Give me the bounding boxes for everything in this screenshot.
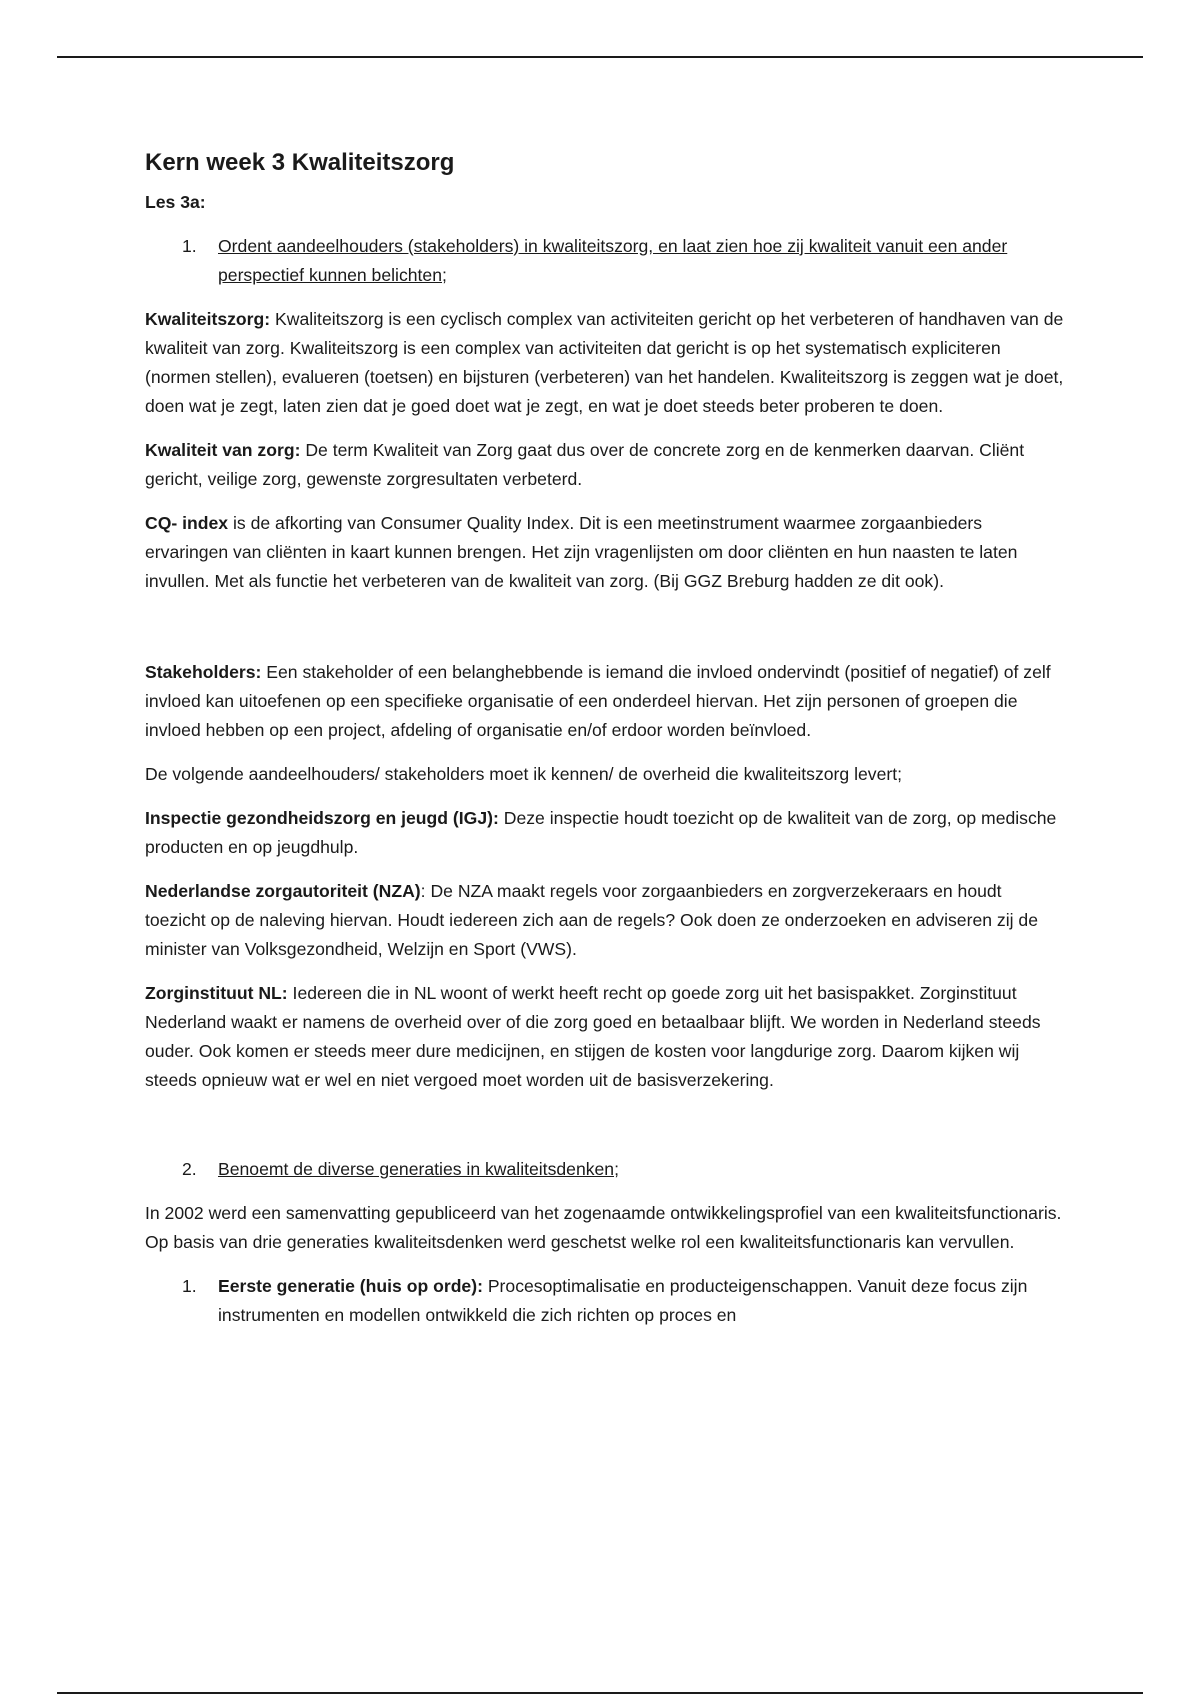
lesson-label: Les 3a: xyxy=(145,192,206,212)
generation-text: Procesoptimalisatie en producteigenschappen. Vanuit deze focus zijn instrumenten en modellen ontwikkeld die zich richten op proces en xyxy=(218,1276,1028,1325)
definition-term: Stakeholders: xyxy=(145,662,262,682)
definition-term: Kwaliteit van zorg: xyxy=(145,440,301,460)
learning-goal-1-number: 1. xyxy=(182,236,197,256)
stakeholder-nza xyxy=(145,877,1065,964)
definition-text: De term Kwaliteit van Zorg gaat dus over de concrete zorg en de kenmerken daarvan. Cliënt gericht, veilige zorg, gewenste zorgresultaten verbeterd. xyxy=(145,440,1025,489)
learning-goal-1 xyxy=(145,232,1065,290)
stakeholder-text: Deze inspectie houdt toezicht op de kwaliteit van de zorg, op medische producten en op jeugdhulp. xyxy=(145,808,1057,857)
definition-term: CQ- index xyxy=(145,513,229,533)
stakeholder-term: Zorginstituut NL: xyxy=(145,983,288,1003)
stakeholder-text: : De NZA maakt regels voor zorgaanbieders en zorgverzekeraars en houdt toezicht op de naleving hiervan. Houdt iedereen zich aan de regels? Ook doen ze onderzoeken en adviseren zij de minister van Volksgezondheid, Welzijn en Sport (VWS). xyxy=(145,881,1038,959)
definition-text: is de afkorting van Consumer Quality Index. Dit is een meetinstrument waarmee zorgaanbieders ervaringen van cliënten in kaart kunnen brengen. Het zijn vragenlijsten om door cliënten en hun naasten te laten invullen. Met als functie het verbeteren van de kwaliteit van zorg. (Bij GGZ Breburg hadden ze dit ook). xyxy=(145,513,1018,591)
generations-intro: In 2002 werd een samenvatting gepubliceerd van het zogenaamde ontwikkelingsprofiel van een kwaliteitsfunctionaris. Op basis van drie generaties kwaliteitsdenken werd geschetst welke rol een kwaliteitsfunctionaris kan vervullen. xyxy=(145,1203,1062,1252)
definition-text: Een stakeholder of een belanghebbende is iemand die invloed ondervindt (positief of negatief) of zelf invloed kan uitoefenen op een specifieke organisatie of een onderdeel hiervan. Het zijn personen of groepen die invloed hebben op een project, afdeling of organisatie en/of erdoor worden beïnvloed. xyxy=(145,662,1051,740)
learning-goal-1-text: Ordent aandeelhouders (stakeholders) in kwaliteitszorg, en laat zien hoe zij kwaliteit vanuit een ander perspectief kunnen belichten; xyxy=(218,236,1008,285)
definition-stakeholders xyxy=(145,658,1065,745)
definition-kwaliteit-van-zorg xyxy=(145,436,1065,494)
generation-term: Eerste generatie (huis op orde): xyxy=(218,1276,483,1296)
generation-item xyxy=(145,1272,1065,1330)
stakeholder-term: Inspectie gezondheidszorg en jeugd (IGJ): xyxy=(145,808,499,828)
definition-kwaliteitszorg xyxy=(145,305,1065,421)
stakeholder-zorginstituut xyxy=(145,979,1065,1095)
page-title: Kern week 3 Kwaliteitszorg xyxy=(145,149,455,176)
stakeholder-term: Nederlandse zorgautoriteit (NZA) xyxy=(145,881,421,901)
stakeholder-text: Iedereen die in NL woont of werkt heeft recht op goede zorg uit het basispakket. Zorginstituut Nederland waakt er namens de overheid over of die zorg goed en betaalbaar blijft. We worden in Nederland steeds ouder. Ook komen er steeds meer dure medicijnen, en stijgen de kosten voor langdurige zorg. Daarom kijken wij steeds opnieuw wat er wel en niet vergoed moet worden uit de basisverzekering. xyxy=(145,983,1041,1090)
footer-rule xyxy=(57,1692,1143,1694)
learning-goal-2-text: Benoemt de diverse generaties in kwaliteitsdenken; xyxy=(218,1159,619,1179)
learning-goal-2 xyxy=(145,1155,1065,1184)
learning-goal-2-number: 2. xyxy=(182,1159,197,1179)
stakeholder-igj xyxy=(145,804,1065,862)
definition-cq-index xyxy=(145,509,1065,596)
stakeholders-intro: De volgende aandeelhouders/ stakeholders moet ik kennen/ de overheid die kwaliteitszorg levert; xyxy=(145,764,902,784)
definition-term: Kwaliteitszorg: xyxy=(145,309,271,329)
document-body xyxy=(145,146,1065,1345)
header-rule xyxy=(57,56,1143,58)
definition-text: Kwaliteitszorg is een cyclisch complex van activiteiten gericht op het verbeteren of handhaven van de kwaliteit van zorg. Kwaliteitszorg is een complex van activiteiten dat gericht is op het systematisch expliciteren (normen stellen), evalueren (toetsen) en bijsturen (verbeteren) van het handelen. Kwaliteitszorg is zeggen wat je doet, doen wat je zegt, laten zien dat je goed doet wat je zegt, en wat je doet steeds beter proberen te doen. xyxy=(145,309,1064,416)
generation-number: 1. xyxy=(182,1276,197,1296)
